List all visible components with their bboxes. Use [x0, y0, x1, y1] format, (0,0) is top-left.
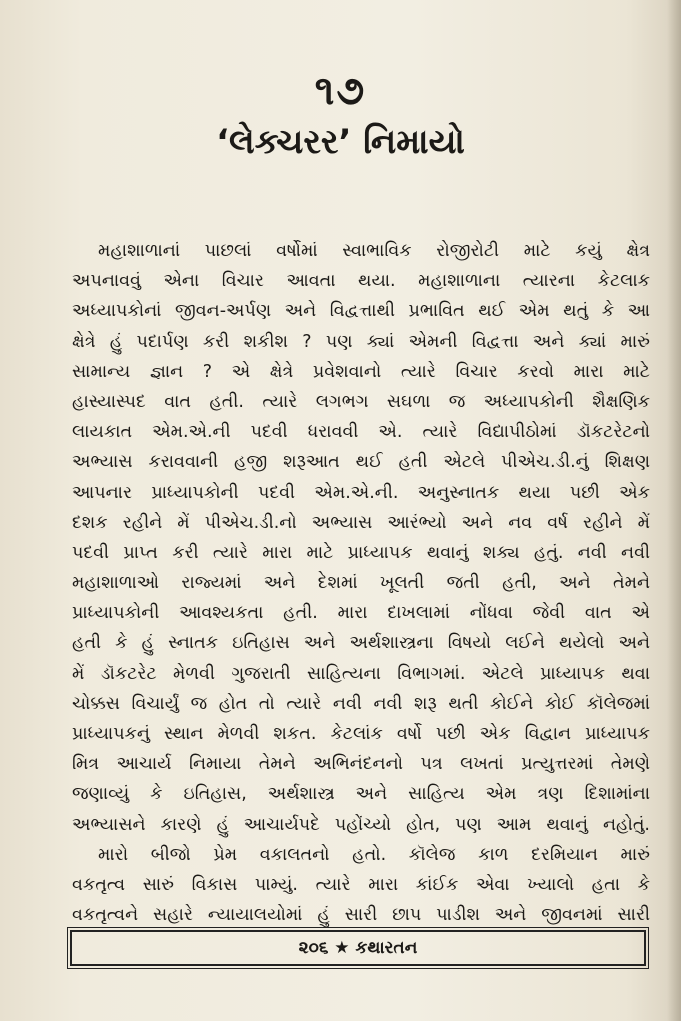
chapter-title: ‘લેક્ચરર’ નિમાયો	[216, 122, 465, 162]
text-line: ક્ષેત્રે હું પદાર્પણ કરી શકીશ ? પણ ક્યાં એમની વિદ્વત્તા અને ક્યાં મારું	[72, 331, 650, 352]
text-line: હાસ્યાસ્પદ વાત હતી. ત્યારે લગભગ સઘળા જ અધ્યાપકોની શૈક્ષણિક	[72, 391, 650, 412]
text-line: મેં ડૉકટરેટ મેળવી ગુજરાતી સાહિત્યના વિભાગમાં. એટલે પ્રાધ્યાપક થવા	[72, 663, 650, 684]
text-line: પ્રાધ્યાપકનું સ્થાન મેળવી શકત. કેટલાંક વર્ષો પછી એક વિદ્વાન પ્રાધ્યાપક	[72, 724, 650, 744]
text-line: અભ્યાસને કારણે હું આચાર્યપદે પહોંચ્યો હોત, પણ આમ થવાનું નહોતું.	[72, 814, 650, 835]
text-line: જણાવ્યું કે ઇતિહાસ, અર્થશાસ્ત્ર અને સાહિત્ય એમ ત્રણ દિશામાંના	[72, 784, 650, 805]
text-line: અધ્યાપકોનાં જીવન-અર્પણ અને વિદ્વત્તાથી પ્રભાવિત થઈ એમ થતું કે આ	[72, 301, 650, 322]
text-line: મહાશાળાઓ રાજ્યમાં અને દેશમાં ખૂલતી જતી હતી, અને તેમને	[72, 573, 650, 594]
text-line: ચોક્કસ વિચાર્યું જ હોત તો ત્યારે નવી નવી શરૂ થતી કોઈને કોઈ કૉલેજમાં	[72, 693, 650, 714]
text-line: પ્રાધ્યાપકોની આવશ્યકતા હતી. મારા દાખલામાં નોંધવા જેવી વાત એ	[72, 603, 650, 624]
footer-text: ૨૦૬ ★ કથારતન	[298, 938, 418, 958]
text-line: મારો બીજો પ્રેમ વકાલતનો હતો. કૉલેજ કાળ દરમિયાન મારું	[98, 844, 650, 865]
text-line: હતી કે હું સ્નાતક ઇતિહાસ અને અર્થશાસ્ત્રના વિષયો લઈને થયેલો અને	[72, 633, 650, 654]
text-line: મિત્ર આચાર્ય નિમાયા તેમને અભિનંદનનો પત્ર લખતાં પ્રત્યુત્તરમાં તેમણે	[72, 754, 650, 775]
chapter-number: ૧૭	[314, 68, 367, 114]
text-line: લાયકાત એમ.એ.ની પદવી ધરાવવી એ. ત્યારે વિદ્યાપીઠોમાં ડૉકટરેટનો	[72, 422, 650, 443]
text-line: અપનાવવું એના વિચાર આવતા થયા. મહાશાળાના ત્યારના કેટલાક	[72, 271, 650, 292]
text-line: સામાન્ય જ્ઞાન ? એ ક્ષેત્રે પ્રવેશવાનો ત્યારે વિચાર કરવો મારા માટે	[72, 361, 650, 382]
text-line: અભ્યાસ કરાવવાની હજી શરૂઆત થઈ હતી એટલે પીએચ.ડી.નું શિક્ષણ	[72, 452, 650, 473]
page-footer	[70, 930, 646, 966]
text-line: દશક રહીને મેં પીએચ.ડી.નો અભ્યાસ આરંભ્યો અને નવ વર્ષ રહીને મેં	[72, 512, 650, 533]
text-line: મહાશાળાનાં પાછલાં વર્ષોમાં સ્વાભાવિક રોજીરોટી માટે કયું ક્ષેત્ર	[98, 241, 650, 261]
text-line: આપનાર પ્રાધ્યાપકોની પદવી એમ.એ.ની. અનુસ્નાતક થયા પછી એક	[72, 482, 650, 503]
text-line: વકતૃત્વને સહારે ન્યાયાલયોમાં હું સારી છાપ પાડીશ અને જીવનમાં સારી	[72, 905, 650, 926]
text-line: પદવી પ્રાપ્ત કરી ત્યારે મારા માટે પ્રાધ્યાપક થવાનું શક્ય હતું. નવી નવી	[72, 542, 650, 563]
text-line: વકતૃત્વ સારું વિકાસ પામ્યું. ત્યારે મારા કાંઈક એવા ખ્યાલો હતા કે	[72, 874, 650, 895]
body-text	[72, 236, 650, 930]
